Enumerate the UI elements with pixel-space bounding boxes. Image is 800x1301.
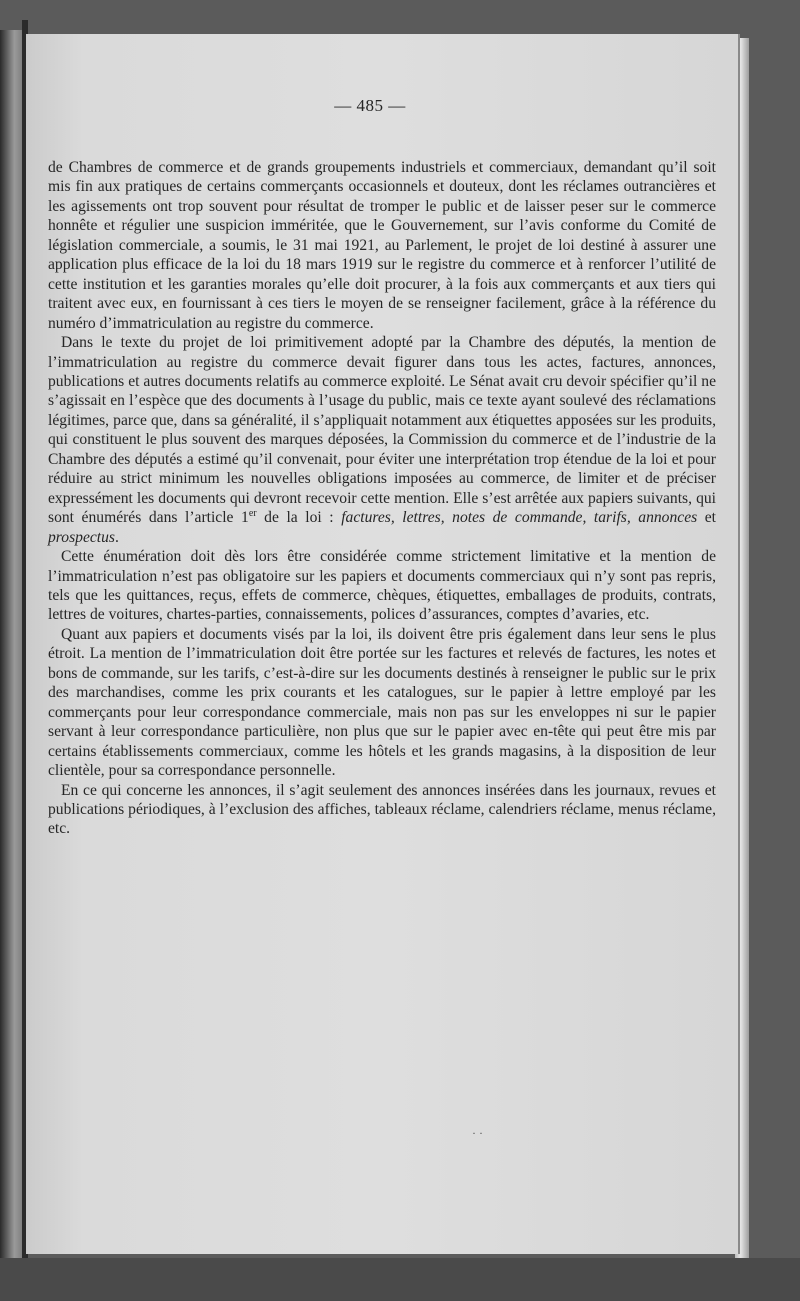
paragraph: En ce qui concerne les annonces, il s’agit seulement des annonces insérées dans les journaux, revues et publications périodiques, à l’exclusion des affiches, tableaux réclame, calendriers réclame, menus réclame, etc. [48, 781, 716, 838]
print-speck: · · [472, 1126, 483, 1140]
superscript: er [248, 507, 257, 519]
paragraph: Quant aux papiers et documents visés par la loi, ils doivent être pris également dans leur sens le plus étroit. La mention de l’immatriculation doit être portée sur les factures et relevés de factures, les notes et bons de commande, sur les tarifs, c’est-à-dire sur les documents destinés à renseigner le public sur le prix des marchandises, comme les prix courants et les catalogues, sur le papier à lettre employé par les commerçants pour leur correspondance commerciale, mais non pas sur les enveloppes ni sur le papier servant à leur correspondance particulière, non plus que sur le papier avec en-tête qui peut être mis par certains établissements commerciaux, comme les hôtels et les grands magasins, à la disposition de leur clientèle, pour sa correspondance personnelle. [48, 625, 716, 780]
scan-background [0, 1258, 800, 1301]
page-body [48, 158, 716, 839]
paragraph: Dans le texte du projet de loi primitivement adopté par la Chambre des députés, la mention de l’immatriculation au registre du commerce devait figurer dans tous les actes, factures, annonces, publications et autres documents relatifs au commerce exploité. Le Sénat avait cru devoir spécifier qu’il ne s’agissait en l’espèce que des documents à l’usage du public, mais ce texte ayant soulevé des réclamations légitimes, parce que, dans sa généralité, il s’appliquait notamment aux étiquettes apposées sur les produits, qui constituent le plus souvent des marques déposées, la Commission du commerce et de l’industrie de la Chambre des députés a estimé qu’il convenait, pour éviter une interprétation trop étendue de la loi et pour réduire au strict minimum les nouvelles obligations imposées au commerce, de limiter et de préciser expressément les documents qui devront recevoir cette mention. Elle s’est arrêtée aux papiers suivants, qui sont énumérés dans l’article 1er de la loi : factures, lettres, notes de commande, tarifs, annonces et prospectus. [48, 334, 717, 546]
italic-term: prospectus [48, 528, 115, 546]
paragraph: Cette énumération doit dès lors être considérée comme strictement limitative et la mention de l’immatriculation n’est pas obligatoire sur les papiers et documents commerciaux qui n’y sont pas repris, tels que les quittances, reçus, effets de commerce, chèques, étiquettes, emballages de produits, contrats, lettres de voitures, chartes-parties, connaissements, polices d’assurances, comptes d’avaries, etc. [48, 548, 716, 624]
italic-list: factures, lettres, notes de commande, tarifs, annonces [341, 509, 698, 527]
facing-page-edge [0, 30, 24, 1300]
paragraph: de Chambres de commerce et de grands groupements industriels et commerciaux, demandant qu’il soit mis fin aux pratiques de certains commerçants occasionnels et douteux, dont les réclames outrancières et les agissements ont trop souvent pour résultat de tromper le public et de laisser peser sur le commerce honnête et régulier une suspicion imméritée, que le Gouvernement, sur l’avis conforme du Comité de législation commerciale, a soumis, le 31 mai 1921, au Parlement, le projet de loi destiné à assurer une application plus efficace de la loi du 18 mars 1919 sur le registre du commerce et à renforcer l’utilité de cette institution et les garanties morales qu’elle doit procurer, à la fois aux commerçants et aux tiers qui traitent avec eux, en fournissant à ces tiers le moyen de se renseigner facilement, grâce à la référence du numéro d’immatriculation au registre du commerce. [48, 159, 716, 332]
page-number: — 485 — [334, 96, 406, 115]
